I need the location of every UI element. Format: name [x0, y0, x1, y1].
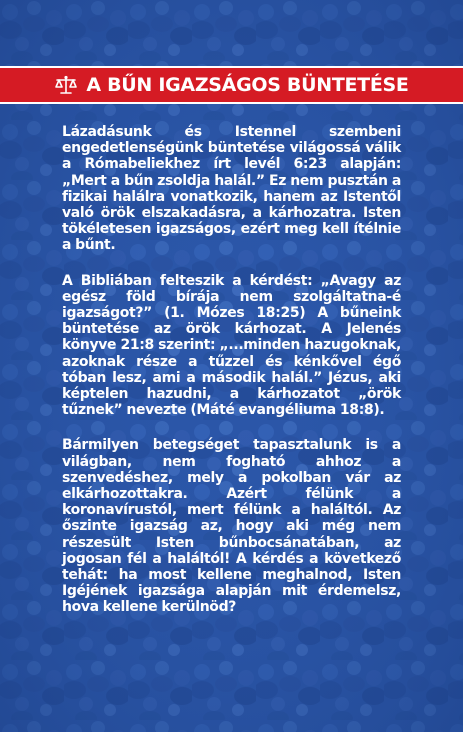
- paragraph-1: Lázadásunk és Istennel szembeni engedetlenségünk büntetése világossá válik a Rómabeliekhez írt levél 6:23 alapján: „Mert a bűn zsoldja halál.” Ez nem pusztán a fizikai halálra vonatkozik, hanem az Istentől való örök elszakadásra, a kárhozatra. Isten tökéletesen igazságos, ezért meg kell ítélnie a bűnt.: [62, 124, 401, 254]
- scales-of-justice-icon: [54, 75, 78, 95]
- article-body: [62, 124, 401, 635]
- paragraph-2: A Bibliában felteszik a kérdést: „Avagy az egész föld bírája nem szolgáltatna-é igazságot?” (1. Mózes 18:25) A bűneink büntetése az örök kárhozat. A Jelenés könyve 21:8 szerint: „...minden hazugoknak, azoknak része a tűzzel és kénkővel égő tóban lesz, ami a második halál.” Jézus, aki képtelen hazudni, a kárhozatot „örök tűznek” nevezte (Máté evangéliuma 18:8).: [62, 272, 401, 419]
- banner-title: A BŰN IGAZSÁGOS BÜNTETÉSE: [86, 74, 409, 96]
- title-banner: [0, 66, 463, 104]
- paragraph-3: Bármilyen betegséget tapasztalunk is a világban, nem fogható ahhoz a szenvedéshez, mely a pokolban vár az elkárhozottakra. Azért félünk a koronavírustól, mert félünk a haláltól. Az őszinte igazság az, hogy aki még nem részesült Isten bűnbocsánatában, az jogosan fél a haláltól! A kérdés a következő tehát: ha most kellene meghalnod, Isten Igéjének igazsága alapján mit érdemelsz, hova kellene kerülnöd?: [62, 437, 401, 616]
